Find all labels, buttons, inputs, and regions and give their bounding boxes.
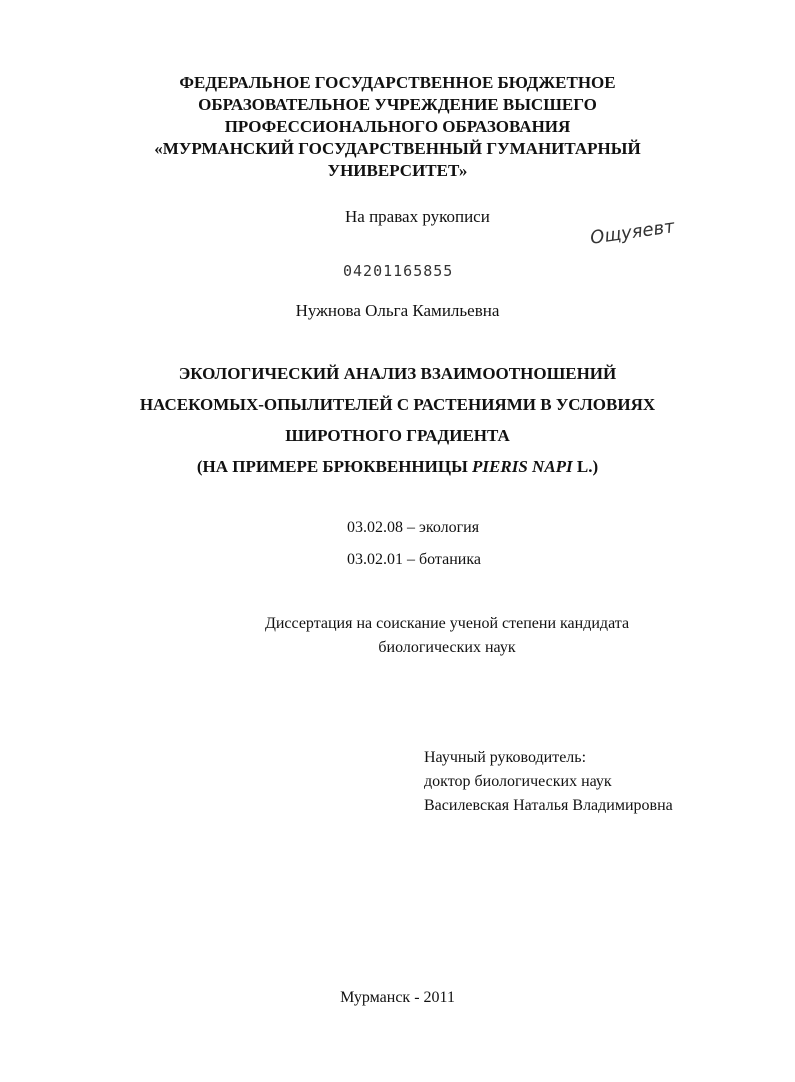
institution-header	[0, 72, 795, 182]
degree-line: биологических наук	[378, 639, 516, 656]
specialty: 03.02.01 – ботаника	[347, 551, 481, 568]
institution-line: ПРОФЕССИОНАЛЬНОГО ОБРАЗОВАНИЯ	[224, 117, 571, 136]
degree-line: Диссертация на соискание ученой степени кандидата	[264, 615, 630, 632]
title-line: ЭКОЛОГИЧЕСКИЙ АНАЛИЗ ВЗАИМООТНОШЕНИЙ	[178, 364, 617, 383]
footer-city-year: Мурманск - 2011	[340, 989, 455, 1006]
species-name: PIERIS NAPI	[472, 457, 573, 476]
title-line-species: (НА ПРИМЕРЕ БРЮКВЕННИЦЫ PIERIS NAPI L.)	[196, 457, 599, 476]
dissertation-title	[0, 358, 795, 482]
institution-line: ФЕДЕРАЛЬНОЕ ГОСУДАРСТВЕННОЕ БЮДЖЕТНОЕ	[179, 73, 616, 92]
supervisor-name: Василевская Наталья Владимировна	[424, 797, 673, 814]
specialty: 03.02.08 – экология	[347, 519, 480, 536]
institution-line: УНИВЕРСИТЕТ»	[327, 161, 468, 180]
rights-note: На правах рукописи	[345, 207, 490, 226]
specialties	[347, 516, 481, 572]
supervisor-block	[424, 746, 673, 818]
supervisor-degree: доктор биологических наук	[424, 773, 612, 790]
supervisor-label: Научный руководитель:	[424, 749, 587, 766]
title-line: ШИРОТНОГО ГРАДИЕНТА	[285, 426, 510, 445]
institution-line: «МУРМАНСКИЙ ГОСУДАРСТВЕННЫЙ ГУМАНИТАРНЫЙ	[154, 139, 641, 158]
catalog-number: 04201165855	[343, 262, 454, 280]
author-name: Нужнова Ольга Камильевна	[295, 301, 500, 320]
title-line: НАСЕКОМЫХ-ОПЫЛИТЕЛЕЙ С РАСТЕНИЯМИ В УСЛОВИЯХ	[139, 395, 656, 414]
signature: Ощуяевт	[588, 216, 676, 249]
degree-statement	[232, 612, 662, 660]
institution-line: ОБРАЗОВАТЕЛЬНОЕ УЧРЕЖДЕНИЕ ВЫСШЕГО	[198, 95, 597, 114]
